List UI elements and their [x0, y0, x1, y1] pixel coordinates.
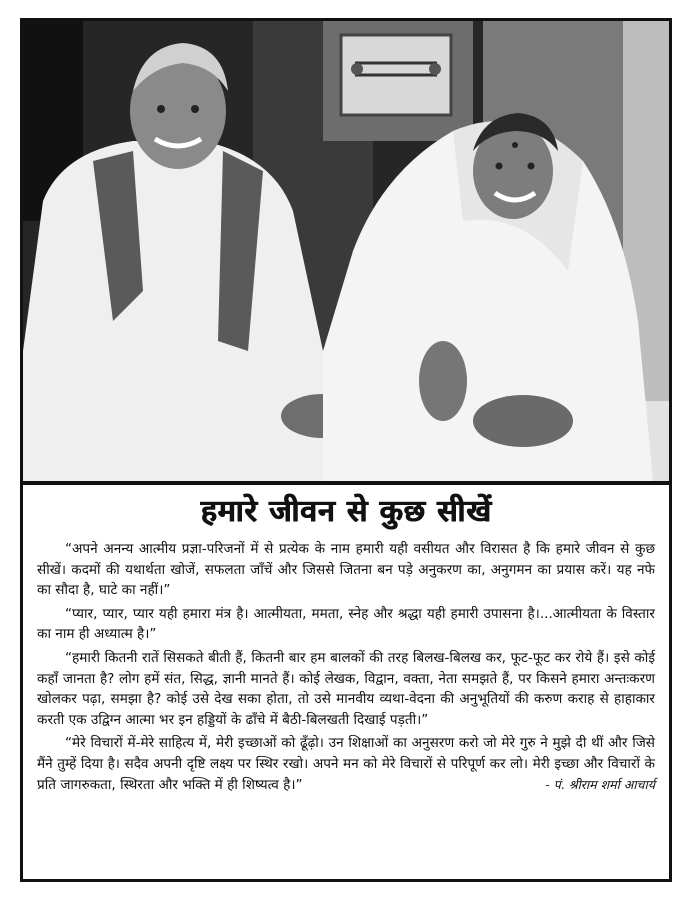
quote-paragraph-3: “हमारी कितनी रातें सिसकते बीती हैं, कितनी बार हम बालकों की तरह बिलख-बिलख कर, फूट-फूट कर रोये हैं। इसे कोई कहाँ जानता है? लोग हमें संत, सिद्ध, ज्ञानी मानते हैं। कोई लेखक, विद्वान, वक्ता, नेता समझते हैं, पर किसने हमारा अन्तःकरण खोलकर पढ़ा, समझा है? कोई उसे देख सका होता, तो उसे मानवीय व्यथा-वेदना की अनुभूतियों की करुण कराह से हाहाकार करती एक उद्विग्न आत्मा भर इन हड्डियों के ढाँचे में बैठी-बिलखती दिखाई पड़ती।” — [37, 649, 655, 728]
quote-section — [23, 485, 669, 879]
poster-frame — [20, 18, 672, 882]
quote-paragraph-1: “अपने अनन्य आत्मीय प्रज्ञा-परिजनों में से प्रत्येक के नाम हमारी यही वसीयत और विरासत है कि हमारे जीवन से कुछ सीखें। कदमों की यथार्थता खोजें, सफलता जाँचें और जिससे जितना बन पड़े अनुकरण का, अनुगमन का प्रयास करें। यह नफे का सौदा है, घाटे का नहीं।” — [37, 541, 655, 599]
last-paragraph-row — [37, 733, 655, 795]
quote-paragraph-2: “प्यार, प्यार, प्यार यही हमारा मंत्र है। आत्मीयता, ममता, स्नेह और श्रद्धा यही हमारी उपासना है।...आत्मीयता के विस्तार का नाम ही अध्यात्म है।” — [37, 605, 655, 643]
quote-paragraph-4-text: “मेरे विचारों में-मेरे साहित्य में, मेरी इच्छाओं को ढूँढ़ो। उन शिक्षाओं का अनुसरण करो जो मेरे गुरु ने मुझे दी थीं और जिसे मैंने तुम्हें दिया है। सदैव अपनी दृष्टि लक्ष्य पर स्थिर रखो। अपने मन को मेरे विचारों से परिपूर्ण कर लो। मेरी इच्छा और विचारों के प्रति जागरुकता, स्थिरता और भक्ति में ही शिष्यत्व है।” — [37, 735, 655, 793]
quote-paragraph-4 — [37, 733, 655, 795]
heading: हमारे जीवन से कुछ सीखें — [200, 494, 492, 529]
couple-photograph — [23, 21, 669, 485]
author-signature: - पं. श्रीराम शर्मा आचार्य — [545, 776, 655, 792]
